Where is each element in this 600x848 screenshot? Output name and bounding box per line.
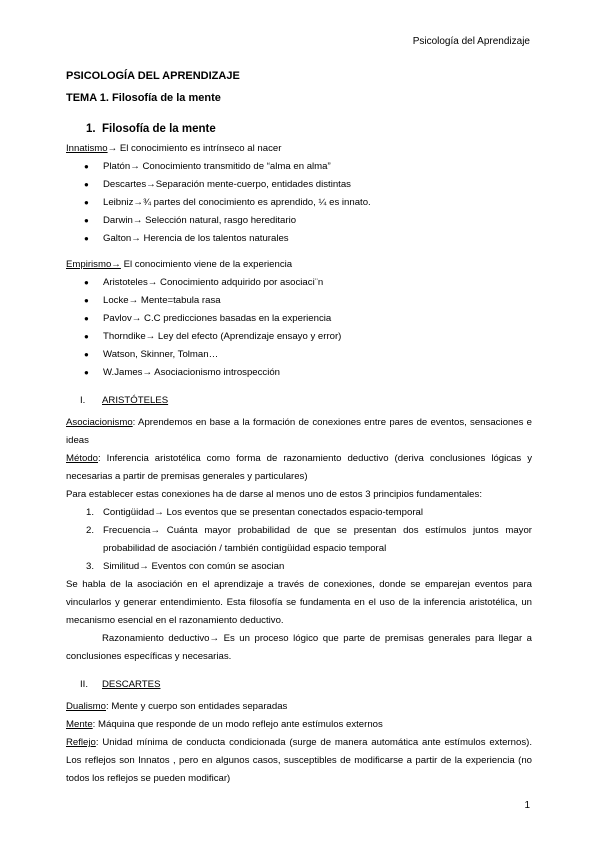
list-item: ● Platón→ Conocimiento transmitido de “alma en alma”: [84, 158, 532, 176]
association-paragraph: Se habla de la asociación en el aprendizaje a través de conexiones, donde se emparejan eventos para vincularlos y generar entendimiento. Esta filosofía se fundamenta en el uso de la inferencia aristotélica, un mecanismo esencial en el razonamiento deductivo.: [66, 579, 532, 626]
mente-paragraph: Mente: Máquina que responde de un modo reflejo ante estímulos externos: [66, 719, 383, 730]
list-item: ● Galton→ Herencia de los talentos naturales: [84, 230, 532, 248]
subsection-title: ARISTÓTELES: [102, 395, 169, 406]
innatismo-term: Innatismo: [66, 143, 108, 154]
list-item: 1. Contigüidad→ Los eventos que se presentan conectados espacio-temporal: [86, 507, 423, 518]
subsection-heading-aristoteles: [80, 392, 532, 410]
list-item: 2. Frecuencia→ Cuánta mayor probabilidad de que se presentan dos estímulos juntos mayor probabilidad de asociación / también contigüidad espacio temporal: [86, 525, 532, 554]
roman-numeral: I.: [80, 395, 86, 406]
list-item: ● Descartes→Separación mente-cuerpo, entidades distintas: [84, 176, 532, 194]
list-item: ● Pavlov→ C.C predicciones basadas en la experiencia: [84, 310, 532, 328]
list-item: ● Leibniz→¾ partes del conocimiento es aprendido, ¼ es innato.: [84, 194, 532, 212]
innatismo-list: [66, 158, 532, 248]
topic-heading: TEMA 1. Filosofía de la mente: [66, 92, 221, 104]
running-header: Psicología del Aprendizaje: [412, 36, 530, 47]
list-item: ● Darwin→ Selección natural, rasgo hereditario: [84, 212, 532, 230]
list-item: 3. Similitud→ Eventos con común se asocian: [86, 561, 285, 572]
dualismo-paragraph: Dualismo: Mente y cuerpo son entidades separadas: [66, 701, 288, 712]
empirismo-definition: Empirismo→ El conocimiento viene de la experiencia: [66, 259, 293, 270]
section-number: 1.: [86, 123, 96, 135]
empirismo-term: Empirismo→: [66, 259, 121, 270]
subsection-title: DESCARTES: [102, 679, 161, 690]
innatismo-definition: Innatismo→ El conocimiento es intrínseco al nacer: [66, 143, 282, 154]
list-item: ● Aristoteles→ Conocimiento adquirido por asociaci¨n: [84, 274, 532, 292]
section-heading: [86, 120, 532, 138]
principles-list: [66, 504, 532, 576]
reflejo-paragraph: Reflejo: Unidad mínima de conducta condicionada (surge de manera automática ante estímulos externos). Los reflejos son Innatos , pero en algunos casos, susceptibles de modificarse a partir de la experiencia (no todos los reflejos se pueden modificar): [66, 737, 532, 784]
asociacionismo-paragraph: Asociacionismo: Aprendemos en base a la formación de conexiones entre pares de eventos, sensaciones e ideas: [66, 417, 532, 446]
principles-intro: Para establecer estas conexiones ha de darse al menos uno de estos 3 principios fundamentales:: [66, 489, 482, 500]
metodo-paragraph: Método: Inferencia aristotélica como forma de razonamiento deductivo (deriva conclusiones lógicas y necesarias a partir de premisas generales y particulares): [66, 453, 532, 482]
document-body: [66, 68, 532, 788]
list-item: ● Locke→ Mente=tabula rasa: [84, 292, 532, 310]
section-title: Filosofía de la mente: [102, 123, 216, 135]
list-item: ● Watson, Skinner, Tolman…: [84, 346, 532, 364]
roman-numeral: II.: [80, 679, 88, 690]
page-number: 1: [524, 800, 530, 811]
document-title: PSICOLOGÍA DEL APRENDIZAJE: [66, 70, 240, 82]
list-item: ● W.James→ Asociacionismo introspección: [84, 364, 532, 382]
list-item: ● Thorndike→ Ley del efecto (Aprendizaje ensayo y error): [84, 328, 532, 346]
subsection-heading-descartes: [80, 676, 532, 694]
deductive-paragraph: Razonamiento deductivo→ Es un proceso lógico que parte de premisas generales para llegar a conclusiones específicas y necesarias.: [66, 633, 532, 662]
empirismo-list: [66, 274, 532, 382]
